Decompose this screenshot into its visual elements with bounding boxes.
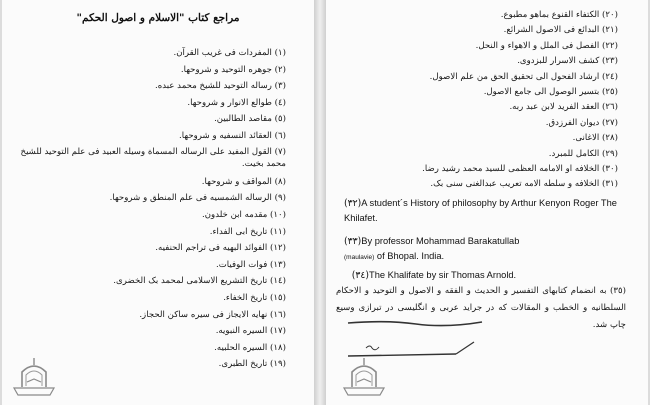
item-text: By professor Mohammad Barakatullab (361, 236, 520, 246)
item-text: of Bhopal. India. (374, 251, 445, 261)
list-item: (٩) الرساله الشمسيه فى علم المنطق و شروحها. (109, 193, 286, 204)
list-item: (٢٤) ارشاد الفحول الى تحقيق الحق من علم الاصول. (429, 71, 618, 82)
list-item: (٢٨) الاغانى. (572, 133, 618, 144)
list-item: (١٤) تاريخ التشريع الاسلامى لمحمد بک الخضرى. (113, 276, 286, 287)
reference-list-left (16, 45, 286, 373)
list-item: (٢) جوهره التوحيد و شروحها. (180, 64, 286, 75)
list-item: (٥) مقاصد الطالبين. (214, 114, 286, 125)
list-item: (١٧) السيره النبويه. (215, 326, 286, 337)
list-item: (٤) طوالع الانوار و شروحها. (187, 97, 286, 108)
right-page (326, 0, 648, 405)
list-item: (١) المفردات فى غريب القرآن. (173, 48, 286, 58)
reference-list-right (348, 8, 618, 193)
page-title: مراجع كتاب "الاسلام و اصول الحكم" (76, 12, 240, 24)
list-item: (٣) رساله التوحيد للشيخ محمد عبده. (154, 81, 286, 92)
list-item: (١٦) نهايه الايجاز فى سيره ساكن الحجاز. (139, 309, 286, 320)
list-item: (٣٠) الخلافه او الامامه العظمى للسيد محمد رشيد رضا. (422, 164, 618, 175)
item-small-text: (maulavie) (344, 254, 375, 261)
list-item: (٣٥) به انضمام كتابهاى التفسير و الحديث و الفقه و الاصول و التوحيد و الاحكام السلطانيه و الخطب و المقالات كه در جرايد عربى و انگليسى در تبرازى وسيع چاپ شد. (336, 286, 626, 330)
list-item: (٨) المواقف و شروحها. (201, 176, 286, 187)
list-item: (٢٢) الفصل فى الملل و الاهواء و النحل. (475, 40, 618, 51)
list-item: (٣١) الخلافه و سلطه الامه تعريب عبدالغنى سنى بک. (430, 179, 618, 190)
list-item: (١٢) الفوائد البهيه فى تراجم الحنفيه. (155, 243, 286, 254)
list-item: (٢٣) كشف الاسرار للبزدوى. (517, 56, 618, 67)
library-emblem-icon (10, 355, 58, 399)
list-item: (١٣) فوات الوفيات. (215, 259, 286, 270)
item-number: (٣٤) (351, 270, 370, 281)
list-item: (٢١) البدائع فى الاصول الشرائع. (503, 25, 618, 36)
library-emblem-icon (340, 355, 388, 399)
item-number: (٣٢) (344, 198, 362, 209)
list-item: (١٩) تاريخ الطبرى. (218, 359, 286, 370)
list-item: (٢٩) الكامل للمبرد. (548, 148, 618, 159)
list-item: (٧) القول المفيد على الرساله المسماة وسيله العبيد فى علم التوحيد للشيخ محمد بخيت. (20, 146, 286, 170)
list-item-english (344, 196, 636, 226)
list-item: (١١) تاريخ ابى الفداء. (209, 226, 286, 237)
list-item: (١٨) السيره الحلبيه. (214, 342, 286, 353)
list-item: (٢٦) العقد الفريد لابن عبد ربه. (509, 102, 618, 113)
list-item: (١٥) تاريخ الخفاء. (223, 292, 286, 303)
list-item-english (344, 268, 636, 283)
book-gutter (314, 0, 326, 405)
list-item: (٢٧) ديوان الفرزدق. (545, 117, 618, 128)
list-item: (٢٠) الكتفاء القنوع بماهو مطبوع. (500, 10, 618, 20)
list-item-english (344, 234, 636, 265)
item-text: The Khalifate by sir Thomas Arnold. (369, 270, 517, 280)
list-item: (١٠) مقدمه ابن خلدون. (202, 209, 286, 220)
list-item: (٦) العقائد النسفيه و شروحها. (179, 130, 286, 141)
item-number: (٣٣) (344, 236, 362, 247)
left-page (2, 0, 314, 405)
scribble-mark (346, 318, 486, 360)
item-text: A student´s History of philosophy by Arthur Kenyon Roger The Khilafet. (344, 198, 617, 223)
list-item: (٢٥) بتسير الوصول الى جامع الاصول. (483, 87, 618, 98)
